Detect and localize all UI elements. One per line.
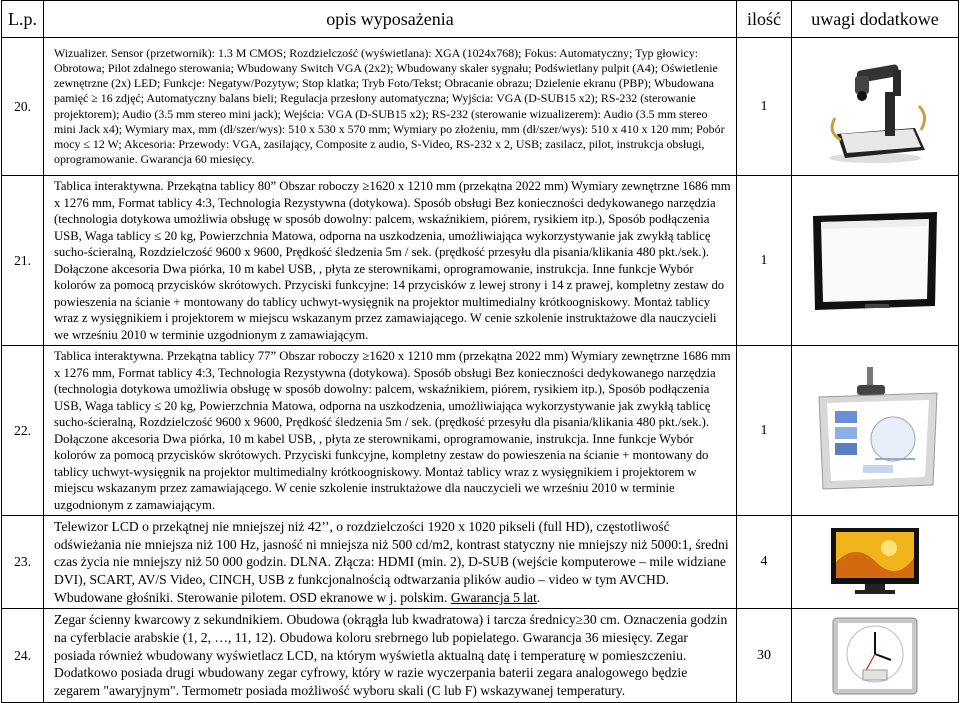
table-row bbox=[2, 38, 959, 176]
row-lp: 23. bbox=[2, 516, 44, 609]
table-row bbox=[2, 516, 959, 609]
row-lp: 21. bbox=[2, 176, 44, 346]
wall-clock-image bbox=[792, 609, 959, 702]
tv-description-end: . bbox=[536, 589, 541, 605]
equipment-table bbox=[1, 0, 959, 703]
row-qty: 1 bbox=[737, 176, 792, 346]
table-row bbox=[2, 609, 959, 702]
row-lp: 22. bbox=[2, 346, 44, 516]
row-description: Wizualizer. Sensor (przetwornik): 1.3 M CMOS; Rozdzielczość (wyświetlana): XGA (1024x768); Fokus: Automatyczny; Typ głowicy: Obrotowa; Pilot zdalnego sterowania; Wbudowany Switch VGA (2x2); Wbudowany skaler sygnału; Podświetlany pulpit (A4); Oświetlenie zewnętrzne (2x) LED; Funkcje: Negatyw/Pozytyw; Stop klatka; Tryb Foto/Tekst; Obracanie obrazu; Dzielenie ekranu (PBP); Wbudowana pamięć ≥ 16 zdjęć; Automatyczny balans bieli; Regulacja przesłony automatyczna; Wyjścia: VGA (D-SUB15 x2); RS-232 (sterowanie projektorem); Audio (3.5 mm stereo mini jack); Wejścia: VGA (D-SUB15 x2); RS-232 (sterowanie wizualizerem): Audio (3.5 mm stereo mini Jack x4); Wymiary max, mm (dł/szer/wys): 510 x 530 x 570 mm; Wymiary po złożeniu, mm (dł/szer/wys): 510 x 410 x 120 mm; Pobór mocy ≤ 12 W; Akcesoria: Przewody: VGA, zasilający, Composite z audio, S-Video, RS-232 x 2, USB; zasilacz, pilot, instrukcja obsługi, oprogramowanie. Gwarancja 60 miesięcy. bbox=[44, 38, 737, 176]
header-row bbox=[2, 1, 959, 38]
row-description bbox=[44, 516, 737, 609]
tv-description-text: Telewizor LCD o przekątnej nie mniejszej niż 42’’, o rozdzielczości 1920 x 1020 pikseli (full HD), częstotliwość odświeżania nie mniejsza niż 100 Hz, jasność ni mniejsza niż 500 cd/m2, kontrast statyczny nie mniejszy niż 5000:1, średni czas życia nie mniejszy niż 50 000 godzin. DLNA. Złącza: HDMI (min. 2), D-SUB (wejście komputerowe – mile widziane DVI), SCART, AV/S Video, CINCH, USB z funkcjonalnością odtwarzania plików audio – video w tym AVCHD. Wbudowane głośniki. Sterowanie pilotem. OSD ekranowe w j. polskim. bbox=[54, 519, 729, 605]
row-lp: 24. bbox=[2, 609, 44, 702]
table-row bbox=[2, 346, 959, 516]
row-qty: 1 bbox=[737, 346, 792, 516]
header-lp: L.p. bbox=[2, 1, 44, 38]
whiteboard-with-projector-image bbox=[792, 346, 959, 516]
row-description: Tablica interaktywna. Przekątna tablicy 80” Obszar roboczy ≥1620 x 1210 mm (przekątna 2022 mm) Wymiary zewnętrzne 1686 mm x 1276 mm, Format tablicy 4:3, Technologia Rezystywna (dotykowa). Sposób obsługi Bez konieczności dedykowanego narzędzia (technologia dotykowa umożliwia obsługę w sposób dowolny: palcem, wskaźnikiem, piórem, rysikiem itp.), Sposób podłączenia USB, Waga tablicy ≤ 20 kg, Powierzchnia Matowa, odporna na uszkodzenia, umożliwiająca wykorzystywanie jak zwykłą tablicę sucho-ścieralną, Rozdzielczość 9600 x 9600, Prędkość śledzenia 5m / sek. (prędkość przesyłu dla pisania/klikania 480 pkt./sek.). Dołączone akcesoria Dwa piórka, 10 m kabel USB, , płyta ze sterownikami, oprogramowanie, instrukcja. Inne funkcje Wybór kolorów za pomocą przycisków skrótowych. Przyciski funkcyjne: 14 przycisków z lewej strony i 14 z prawej, kompletny zestaw do powieszenia na ścianie + montowany do tablicy uchwyt-wysięgnik na projektor multimedialny krótkoogniskowy. Montaż tablicy wraz z wysięgnikiem i projektorem w miejscu wskazanym przez zamawiającego. W cenie szkolenie instruktażowe dla nauczycieli we wrześniu 2010 w terminie uzgodnionym z zamawiającym. bbox=[44, 176, 737, 346]
header-desc: opis wyposażenia bbox=[44, 1, 737, 38]
row-lp: 20. bbox=[2, 38, 44, 176]
document-camera-image bbox=[792, 38, 959, 176]
header-qty: ilość bbox=[737, 1, 792, 38]
row-qty: 4 bbox=[737, 516, 792, 609]
row-qty: 30 bbox=[737, 609, 792, 702]
row-description: Tablica interaktywna. Przekątna tablicy 77” Obszar roboczy ≥1620 x 1210 mm (przekątna 2022 mm) Wymiary zewnętrzne 1686 mm x 1276 mm, Format tablicy 4:3, Technologia Rezystywna (dotykowa). Sposób obsługi Bez konieczności dedykowanego narzędzia (technologia dotykowa umożliwia obsługę w sposób dowolny: palcem, wskaźnikiem, piórem, rysikiem itp.), Sposób podłączenia USB, Waga tablicy ≤ 20 kg, Powierzchnia Matowa, odporna na uszkodzenia, umożliwiająca wykorzystywanie jak zwykłą tablicę sucho-ścieralną, Rozdzielczość 9600 x 9600, Prędkość śledzenia 5m / sek. (prędkość przesyłu dla pisania/klikania 480 pkt./sek.). Dołączone akcesoria Dwa piórka, 10 m kabel USB, , płyta ze sterownikami, oprogramowanie, instrukcja. Inne funkcje Wybór kolorów za pomocą przycisków skrótowych. Przyciski funkcyjne, kompletny zestaw do powieszenia na ścianie + montowany do tablicy uchwyt-wysięgnik na projektor multimedialny krótkoogniskowy. Montaż tablicy wraz z wysięgnikiem i projektorem w miejscu wskazanym przez zamawiającego. W cenie szkolenie instruktażowe dla nauczycieli we wrześniu 2010 w terminie uzgodnionym z zamawiającym. bbox=[44, 346, 737, 516]
row-description: Zegar ścienny kwarcowy z sekundnikiem. Obudowa (okrągła lub kwadratowa) i tarcza średnicy≥30 cm. Oznaczenia godzin na cyferblacie arabskie (1, 2, …, 11, 12). Obudowa koloru srebrnego lub popielatego. Gwarancja 36 miesięcy. Zegar posiada również wbudowany wyświetlacz LCD, na którym wyświetla aktualną datę i temperaturę w pomieszczeniu. Dodatkowo posiada drugi wbudowany zegar cyfrowy, który w razie wyczerpania baterii zegara analogowego będzie zegarem "awaryjnym". Termometr posiada możliwość wyboru skali (C lub F) wskazywanej temperatury. bbox=[44, 609, 737, 702]
row-qty: 1 bbox=[737, 38, 792, 176]
table-row bbox=[2, 176, 959, 346]
warranty-text: Gwarancja 5 lat bbox=[450, 589, 537, 605]
header-notes: uwagi dodatkowe bbox=[792, 1, 959, 38]
interactive-whiteboard-image bbox=[792, 176, 959, 346]
lcd-tv-image bbox=[792, 516, 959, 609]
